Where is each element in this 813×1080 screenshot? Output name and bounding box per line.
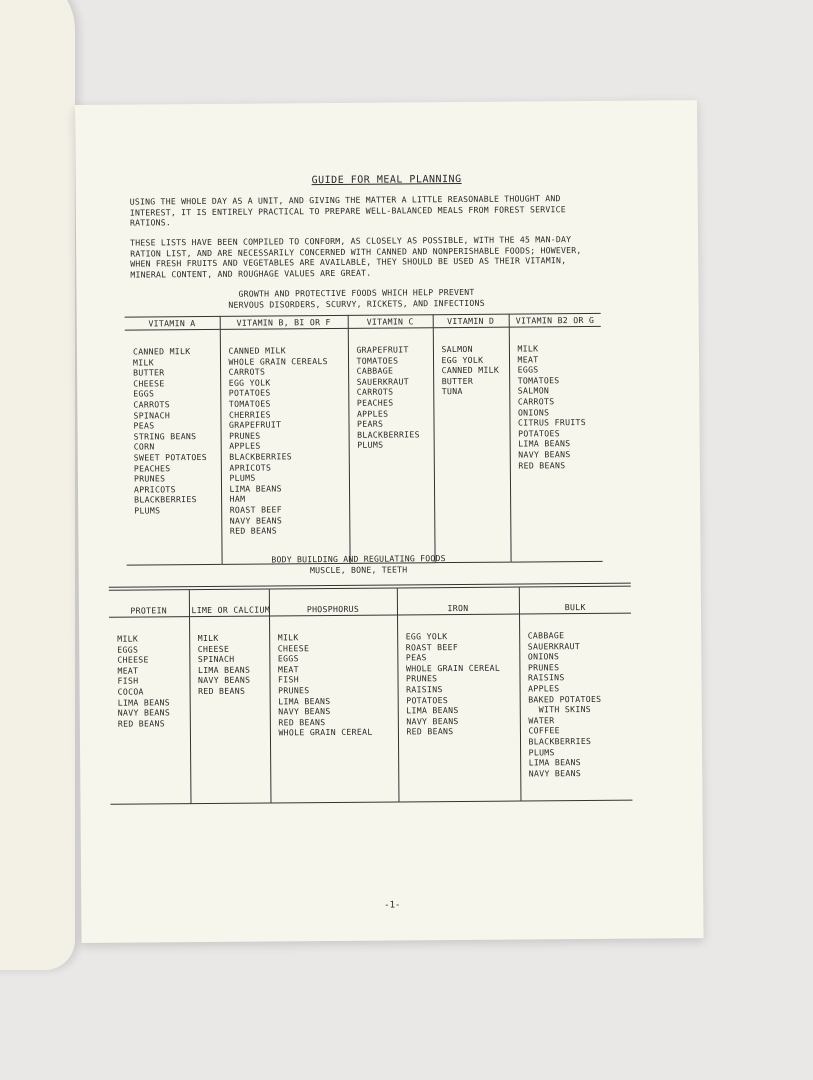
table1-column-2 <box>348 328 435 564</box>
table1-column-3 <box>433 327 511 563</box>
food-item: EGG YOLK <box>228 377 271 388</box>
food-item: STRING BEANS <box>133 430 197 442</box>
food-item: LIMA BEANS <box>197 664 251 675</box>
food-item: CITRUS FRUITS <box>517 417 587 428</box>
food-item: CHERRIES <box>228 409 271 420</box>
food-item: APRICOTS <box>229 462 272 473</box>
food-item: LIMA BEANS <box>518 438 571 449</box>
food-item: PEAS <box>405 652 427 663</box>
food-item: APPLES <box>356 408 389 419</box>
vitamin-table <box>125 313 603 566</box>
food-item: WHOLE GRAIN CEREAL <box>405 662 501 674</box>
food-item: TOMATOES <box>356 355 399 366</box>
food-item: BLACKBERRIES <box>357 429 420 440</box>
food-item: TOMATOES <box>517 374 560 386</box>
page-number: -1- <box>384 900 401 911</box>
table1-caption-line-2: NERVOUS DISORDERS, SCURVY, RICKETS, AND INFECTIONS <box>228 297 485 310</box>
food-item: BLACKBERRIES <box>134 494 197 505</box>
food-item: APPLES <box>229 440 261 452</box>
food-item: LIMA BEANS <box>528 757 582 768</box>
food-item: NAVY BEANS <box>229 514 283 526</box>
food-item: MILK <box>132 356 154 368</box>
food-item: CABBAGE <box>527 630 565 641</box>
table2-column-4 <box>519 613 632 801</box>
table2-header-4: BULK <box>519 586 631 614</box>
food-item: GRAPEFRUIT <box>228 419 282 430</box>
food-item: PLUMS <box>134 505 161 516</box>
table1-header-3: VITAMIN D <box>433 314 509 328</box>
food-item: POTATOES <box>518 427 560 439</box>
food-item: PRUNES <box>405 673 438 684</box>
table1-column-1 <box>220 328 350 564</box>
lists-paragraph: THESE LISTS HAVE BEEN COMPILED TO CONFORM, AS CLOSELY AS POSSIBLE, WITH THE 45 MAN-DAY RATION LIST, AND ARE NECESSARILY CONCERNED WITH CANNED AND NONPERISHABLE FOODS; HOWEVER, WHEN FRESH FRUITS AND VEGETABLES ARE AVAILABLE, THEY SHOULD BE USED AS THEIR VITAMIN, MINERAL CONTENT, AND ROUGHAGE VALUES ARE GREAT. <box>130 234 582 280</box>
food-item: BUTTER <box>441 375 474 386</box>
food-item: BLACKBERRIES <box>229 451 293 462</box>
intro-paragraph: USING THE WHOLE DAY AS A UNIT, AND GIVING THE MATTER A LITTLE REASONABLE THOUGHT AND INTEREST, IT IS ENTIRELY PRACTICAL TO PREPARE WELL-BALANCED MEALS FROM FOREST SERVICE RATIONS. <box>129 193 566 228</box>
food-item: PRUNES <box>527 661 560 673</box>
food-item: EGGS <box>117 644 139 655</box>
food-item: NAVY BEANS <box>406 715 459 727</box>
food-item: APRICOTS <box>133 483 176 495</box>
food-item: SAUERKRAUT <box>356 376 410 387</box>
table1-column-0 <box>125 329 222 565</box>
table2-column-0 <box>109 617 190 805</box>
food-item: MILK <box>277 632 299 643</box>
food-item: FISH <box>117 675 139 687</box>
food-item: APPLES <box>528 683 560 694</box>
food-item: LIMA BEANS <box>229 483 282 494</box>
food-item: PLUMS <box>229 472 256 483</box>
table2-caption <box>124 552 594 577</box>
food-item: SWEET POTATOES <box>133 451 208 463</box>
food-item: COCOA <box>117 686 144 697</box>
table1-header-2: VITAMIN C <box>348 315 433 329</box>
food-item: CARROTS <box>228 366 266 377</box>
table2-caption-line-1: BODY BUILDING AND REGULATING FOODS <box>271 553 446 565</box>
food-item: RED BEANS <box>406 726 454 737</box>
food-item: CABBAGE <box>356 365 394 376</box>
document-page <box>75 100 704 943</box>
table1-caption <box>121 286 591 311</box>
food-item: NAVY BEANS <box>518 449 571 460</box>
food-item: ROAST BEEF <box>405 641 459 653</box>
table2-caption-line-2: MUSCLE, BONE, TEETH <box>309 563 408 575</box>
food-item: CHEESE <box>197 643 230 654</box>
food-item: MILK <box>197 632 219 644</box>
food-item: PRUNES <box>133 473 166 484</box>
table2-header-3: IRON <box>397 587 519 615</box>
food-item: MEAT <box>117 665 139 676</box>
table1-header-4: VITAMIN B2 OR G <box>509 313 601 327</box>
food-item: BAKED POTATOES <box>528 693 602 705</box>
body-building-table <box>109 586 633 805</box>
food-item: EGG YOLK <box>441 354 484 365</box>
food-item: CHEESE <box>133 378 165 389</box>
food-item: EGGS <box>517 364 539 375</box>
food-item: RED BEANS <box>117 718 165 729</box>
food-item: EGG YOLK <box>405 631 448 642</box>
table2-header-2: PHOSPHORUS <box>269 588 397 616</box>
left-facing-page <box>0 0 75 970</box>
food-item: RED BEANS <box>229 525 277 536</box>
food-item: NAVY BEANS <box>278 706 331 717</box>
food-item: GRAPEFRUIT <box>356 344 409 355</box>
food-item: LIMA BEANS <box>406 705 459 716</box>
food-item: PEARS <box>356 418 384 429</box>
table2-header-1: LIME OR CALCIUM <box>189 589 269 617</box>
food-item: PRUNES <box>229 430 261 441</box>
food-item: ROAST BEEF <box>229 504 283 515</box>
food-item: FISH <box>277 674 299 685</box>
food-item: NAVY BEANS <box>117 707 171 718</box>
food-item: WATER <box>528 715 555 726</box>
food-item: CHEESE <box>277 642 310 654</box>
food-item: CORN <box>133 441 155 452</box>
food-item: RAISINS <box>527 672 565 683</box>
food-item: SAUERKRAUT <box>527 640 581 652</box>
food-item: PEACHES <box>356 397 394 408</box>
food-item: PLUMS <box>528 746 555 757</box>
food-item: POTATOES <box>228 387 271 399</box>
food-item: SPINACH <box>197 653 235 665</box>
food-item: CANNED MILK <box>228 345 287 356</box>
food-item: TOMATOES <box>228 398 271 409</box>
food-item: BUTTER <box>133 367 165 378</box>
food-item: LIMA BEANS <box>117 696 171 708</box>
table2-header-0: PROTEIN <box>109 590 189 618</box>
food-item: EGGS <box>277 653 299 664</box>
food-item: MEAT <box>517 353 539 365</box>
food-item: PEACHES <box>133 462 171 474</box>
food-item: RED BEANS <box>198 685 246 697</box>
food-item: PLUMS <box>357 439 384 451</box>
food-item: NAVY BEANS <box>528 767 582 779</box>
table2-column-1 <box>189 616 270 804</box>
food-item: MEAT <box>277 664 299 675</box>
table1-header-1: VITAMIN B, BI OR F <box>220 315 348 329</box>
table1-header-0: VITAMIN A <box>125 316 220 330</box>
table1-column-4 <box>509 326 603 562</box>
table2-column-2 <box>269 615 398 803</box>
food-item: CHEESE <box>117 654 149 665</box>
food-item: TUNA <box>441 386 463 397</box>
food-item: RAISINS <box>406 684 443 695</box>
food-item: WHOLE GRAIN CEREAL <box>278 727 373 738</box>
food-item: NAVY BEANS <box>197 675 251 686</box>
page-title: GUIDE FOR MEAL PLANNING <box>311 173 462 187</box>
food-item: CARROTS <box>133 399 171 410</box>
food-item: LIMA BEANS <box>278 695 331 706</box>
food-item: PRUNES <box>278 685 310 696</box>
food-item: POTATOES <box>406 694 449 705</box>
food-item: CARROTS <box>356 386 394 398</box>
food-item: SALMON <box>441 343 473 355</box>
table1-caption-line-1: GROWTH AND PROTECTIVE FOODS WHICH HELP PREVENT <box>238 286 475 299</box>
food-item: SPINACH <box>133 409 171 421</box>
food-item: CARROTS <box>517 396 555 407</box>
food-item: MILK <box>117 633 139 644</box>
food-item: RED BEANS <box>278 716 326 728</box>
food-item: ONIONS <box>517 406 550 418</box>
food-item: SALMON <box>517 385 550 396</box>
food-item: CANNED MILK <box>132 346 191 357</box>
food-item: EGGS <box>133 388 155 399</box>
table2-column-3 <box>397 614 520 802</box>
food-item: HAM <box>229 493 246 505</box>
food-item: WHOLE GRAIN CEREALS <box>228 355 328 367</box>
food-item: MILK <box>517 343 539 354</box>
food-item: CANNED MILK <box>441 364 500 376</box>
food-item: PEAS <box>133 420 155 431</box>
food-item: WITH SKINS <box>528 704 592 715</box>
food-item: ONIONS <box>527 651 560 662</box>
food-item: BLACKBERRIES <box>528 735 592 747</box>
food-item: RED BEANS <box>518 459 566 471</box>
food-item: COFFEE <box>528 725 560 736</box>
